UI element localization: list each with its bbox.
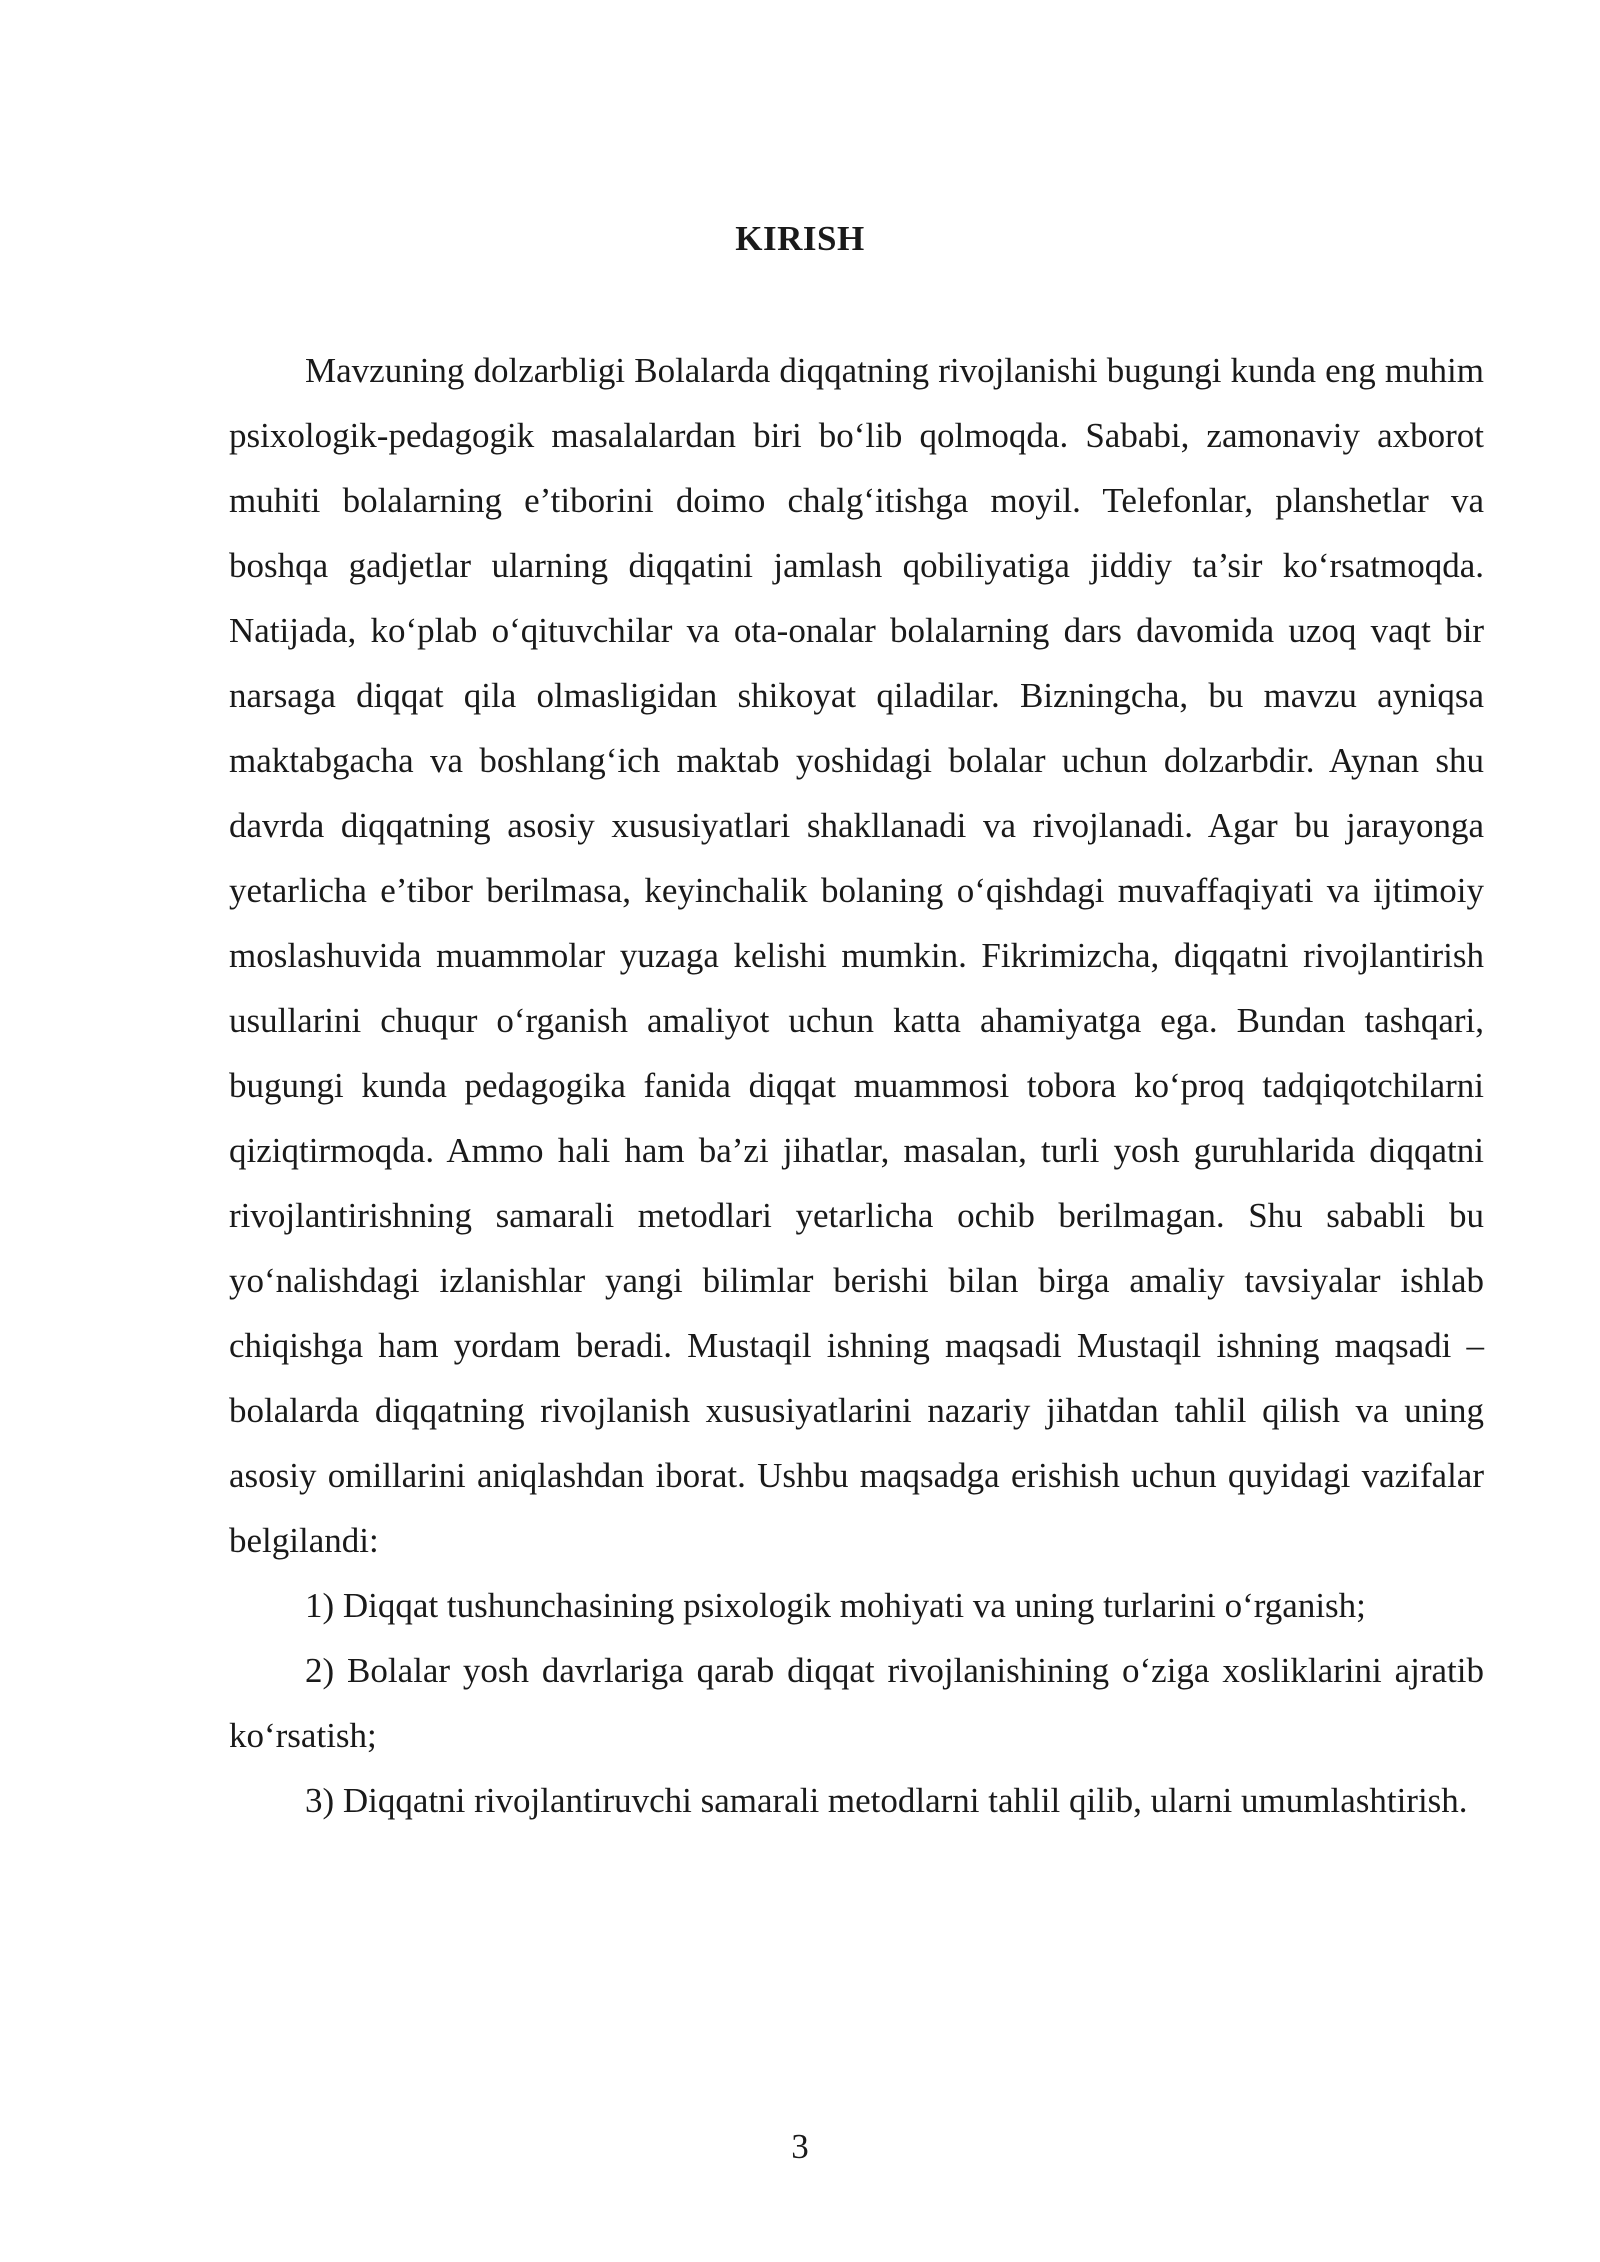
task-item-2: 2) Bolalar yosh davrlariga qarab diqqat rivojlanishining o‘ziga xosliklarini ajratib ko‘rsatish;	[229, 1651, 1484, 1755]
intro-paragraph: Mavzuning dolzarbligi Bolalarda diqqatning rivojlanishi bugungi kunda eng muhim psixologik-pedagogik masalalardan biri bo‘lib qolmoqda. Sababi, zamonaviy axborot muhiti bolalarning e’tiborini doimo chalg‘itishga moyil. Telefonlar, planshetlar va boshqa gadjetlar ularning diqqatini jamlash qobiliyatiga jiddiy ta’sir ko‘rsatmoqda. Natijada, ko‘plab o‘qituvchilar va ota-onalar bolalarning dars davomida uzoq vaqt bir narsaga diqqat qila olmasligidan shikoyat qiladilar. Bizningcha, bu mavzu ayniqsa maktabgacha va boshlang‘ich maktab yoshidagi bolalar uchun dolzarbdir. Aynan shu davrda diqqatning asosiy xususiyatlari shakllanadi va rivojlanadi. Agar bu jarayonga yetarlicha e’tibor berilmasa, keyinchalik bolaning o‘qishdagi muvaffaqiyati va ijtimoiy moslashuvida muammolar yuzaga kelishi mumkin. Fikrimizcha, diqqatni rivojlantirish usullarini chuqur o‘rganish amaliyot uchun katta ahamiyatga ega. Bundan tashqari, bugungi kunda pedagogika fanida diqqat muammosi tobora ko‘proq tadqiqotchilarni qiziqtirmoqda. Ammo hali ham ba’zi jihatlar, masalan, turli yosh guruhlarida diqqatni rivojlantirishning samarali metodlari yetarlicha ochib berilmagan. Shu sababli bu yo‘nalishdagi izlanishlar yangi bilimlar berishi bilan birga amaliy tavsiyalar ishlab chiqishga ham yordam beradi. Mustaqil ishning maqsadi Mustaqil ishning maqsadi – bolalarda diqqatning rivojlanish xususiyatlarini nazariy jihatdan tahlil qilish va uning asosiy omillarini aniqlashdan iborat. Ushbu maqsadga erishish uchun quyidagi vazifalar belgilandi:	[229, 351, 1484, 1560]
task-item-1: 1) Diqqat tushunchasining psixologik mohiyati va uning turlarini o‘rganish;	[305, 1586, 1366, 1625]
page-number: 3	[791, 2127, 809, 2166]
body-text	[229, 338, 1484, 1833]
task-item-3: 3) Diqqatni rivojlantiruvchi samarali metodlarni tahlil qilib, ularni umumlashtirish.	[305, 1781, 1468, 1820]
section-title: KIRISH	[735, 219, 865, 258]
